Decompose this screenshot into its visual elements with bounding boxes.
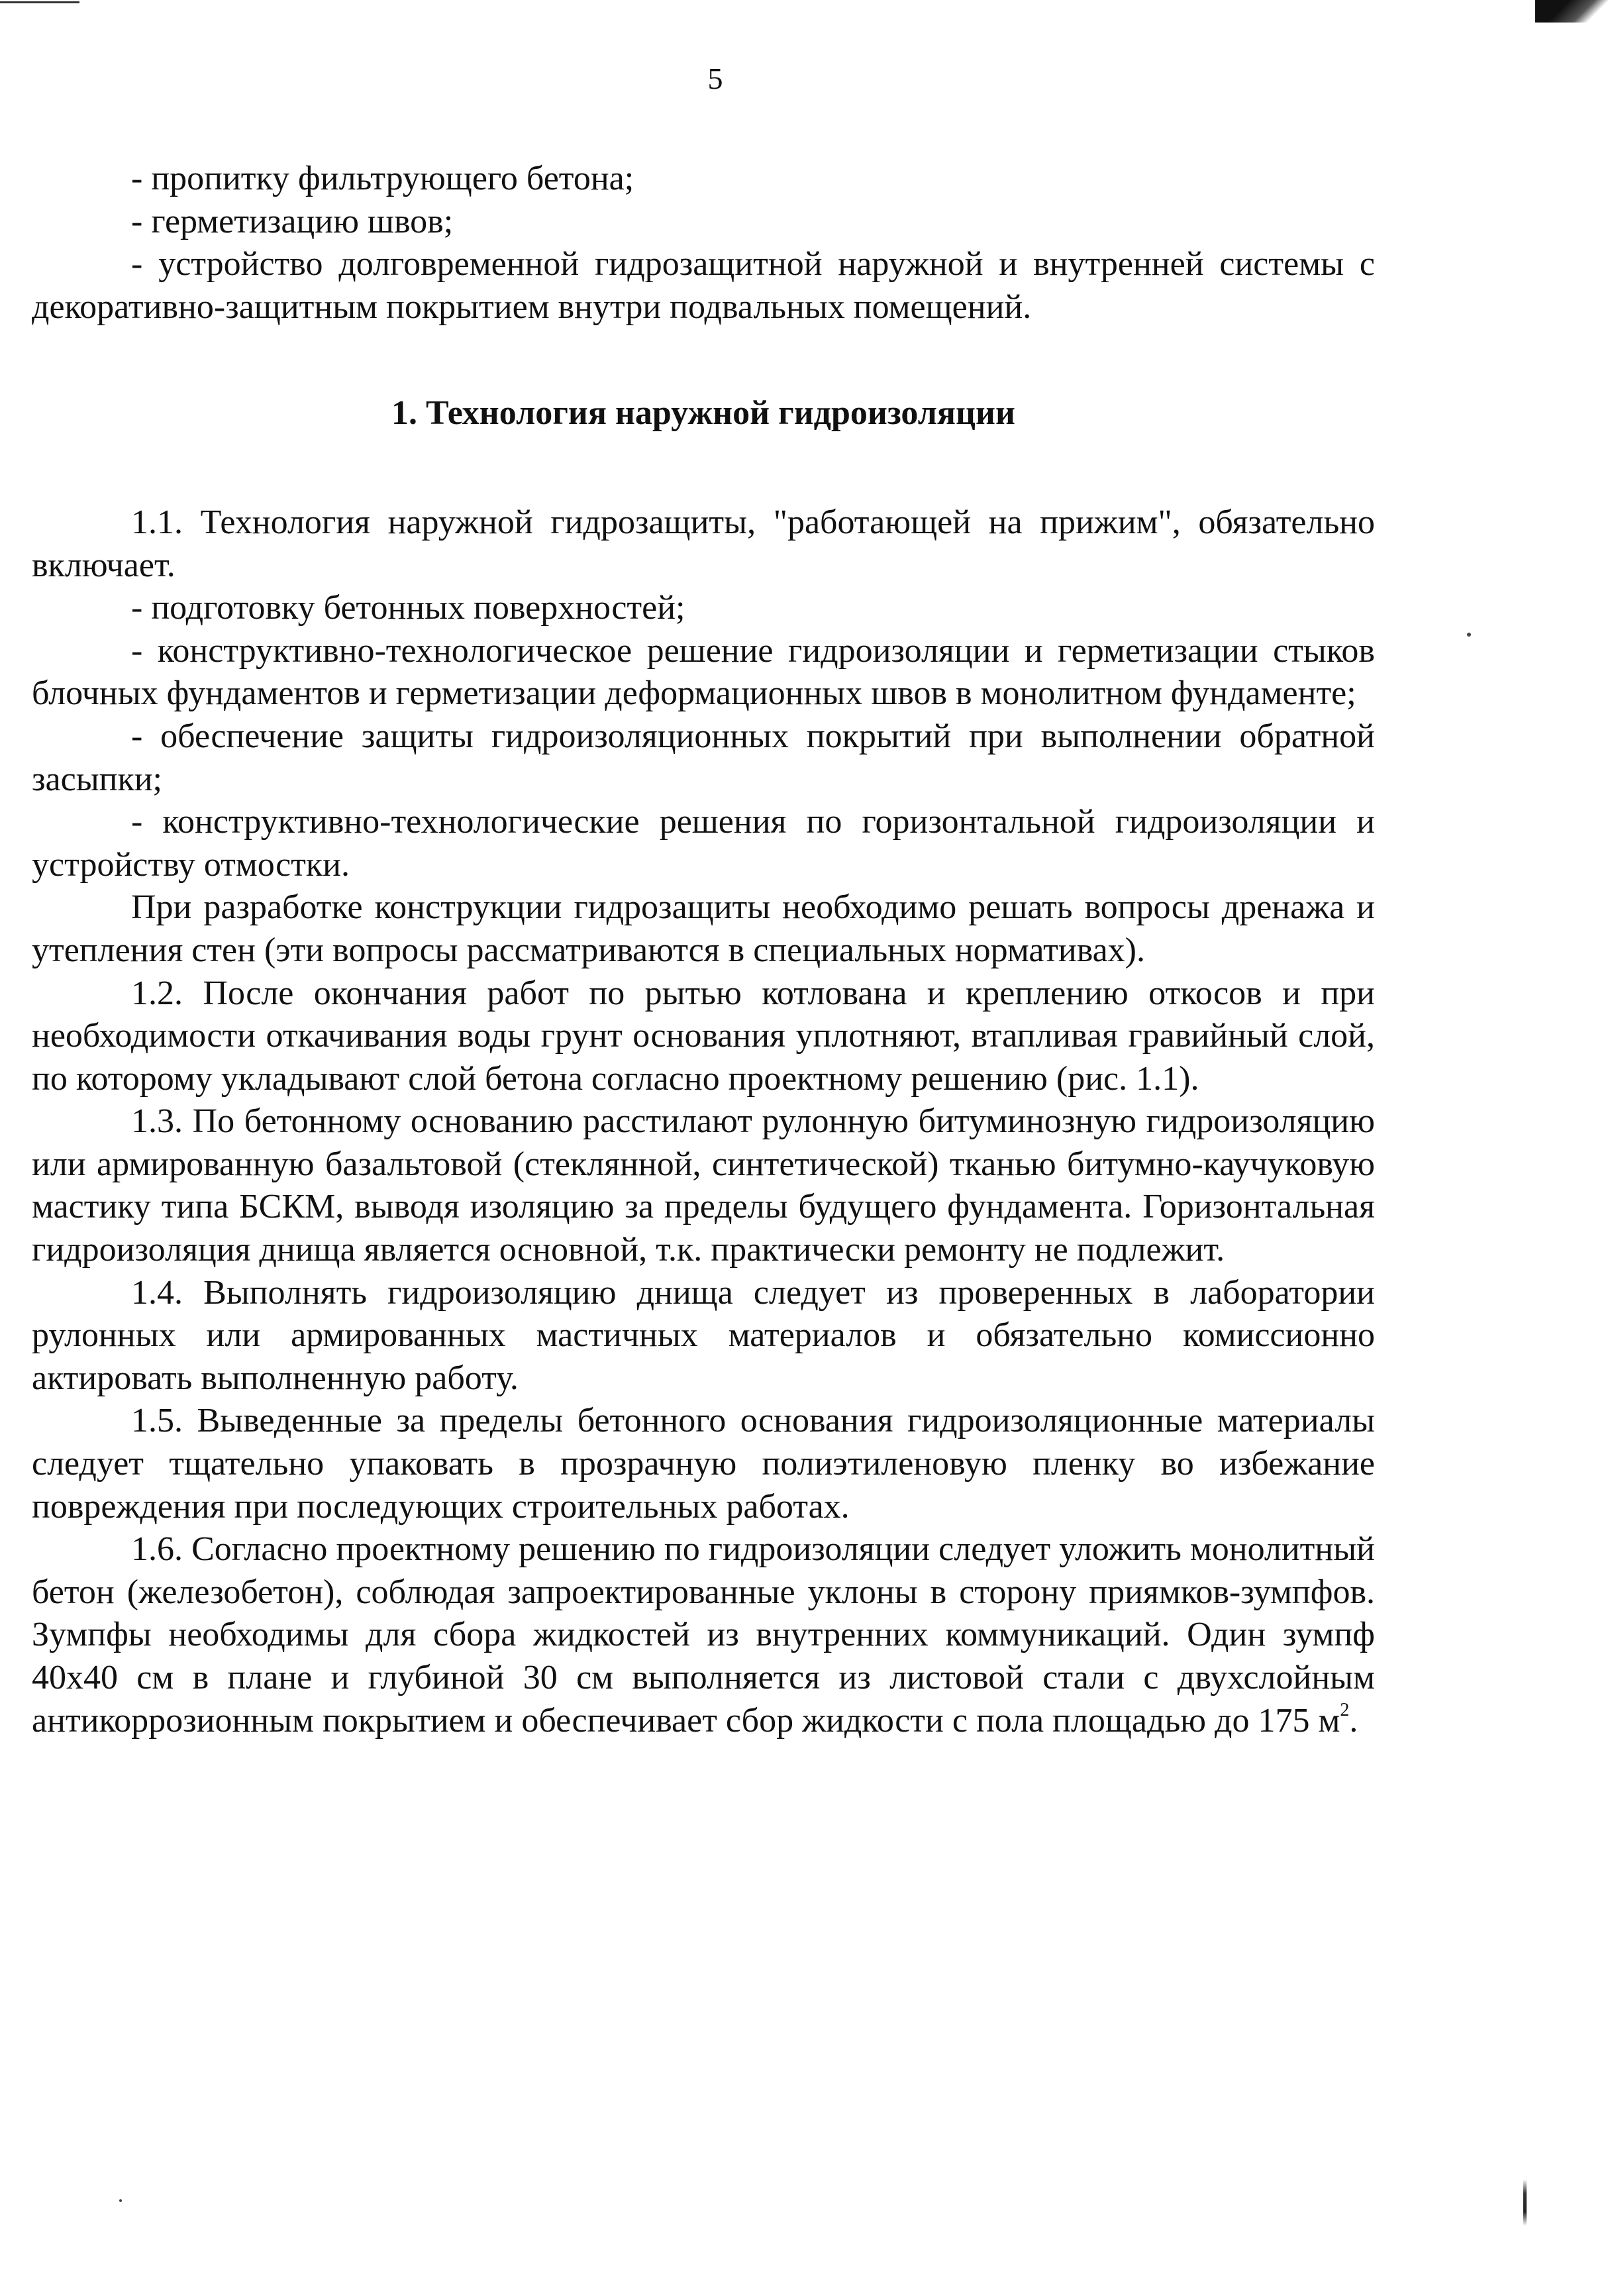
scan-corner-mark bbox=[1535, 0, 1612, 23]
intro-item: - устройство долговременной гидрозащитной наружной и внутренней системы с декоративно-защитным покрытием внутри подвальных помещений. bbox=[32, 245, 1375, 326]
paragraph-1-6-text: 1.6. Согласно проектному решению по гидроизоляции следует уложить монолитный бетон (железобетон), соблюдая запроектированные уклоны в сторону приямков-зумпфов. Зумпфы необходимы для сбора жидкостей из внутренних коммуникаций. Один зумпф 40х40 см в плане и глубиной 30 см выполняется из листовой стали с двухслойным антикоррозионным покрытием и обеспечивает сбор жидкости с пола площадью до 175 м bbox=[32, 1530, 1375, 1740]
paragraph-1-4: 1.4. Выполнять гидроизоляцию днища следует из проверенных в лаборатории рулонных или армированных мастичных материалов и обязательно комиссионно актировать выполненную работу. bbox=[32, 1273, 1375, 1397]
list-item: - обеспечение защиты гидроизоляционных покрытий при выполнении обратной засыпки; bbox=[32, 717, 1375, 798]
paragraph-1-6 bbox=[32, 1528, 1375, 1742]
list-item: - подготовку бетонных поверхностей; bbox=[131, 589, 685, 627]
scan-speck bbox=[1467, 633, 1471, 637]
page-number: 5 bbox=[707, 62, 723, 95]
paragraph-1-2: 1.2. После окончания работ по рытью котлована и креплению откосов и при необходимости откачивания воды грунт основания уплотняют, втапливая гравийный слой, по которому укладывают слой бетона согласно проектному решению (рис. 1.1). bbox=[32, 974, 1375, 1098]
document-body bbox=[32, 158, 1375, 1742]
paragraph-note: При разработке конструкции гидрозащиты необходимо решать вопросы дренажа и утепления стен (эти вопросы рассматриваются в специальных нормативах). bbox=[32, 888, 1375, 969]
paragraph-1-3: 1.3. По бетонному основанию расстилают рулонную битуминозную гидроизоляцию или армированную базальтовой (стеклянной, синтетической) тканью битумно-каучуковую мастику типа БСКМ, выводя изоляцию за пределы будущего фундамента. Горизонтальная гидроизоляция днища является основной, т.к. практически ремонту не подлежит. bbox=[32, 1102, 1375, 1269]
list-item: - конструктивно-технологические решения по горизонтальной гидроизоляции и устройству отмостки. bbox=[32, 803, 1375, 884]
list-item: - конструктивно-технологическое решение гидроизоляции и герметизации стыков блочных фундаментов и герметизации деформационных швов в монолитном фундаменте; bbox=[32, 631, 1375, 713]
scan-mark-top-left bbox=[0, 1, 79, 3]
paragraph-1-1: 1.1. Технология наружной гидрозащиты, "работающей на прижим", обязательно включает. bbox=[32, 503, 1375, 584]
scan-speck bbox=[119, 2199, 122, 2202]
section-heading: 1. Технология наружной гидроизоляции bbox=[391, 394, 1015, 433]
intro-item: - герметизацию швов; bbox=[131, 202, 454, 240]
paragraph-1-6-end: . bbox=[1349, 1701, 1358, 1740]
paragraph-1-5: 1.5. Выведенные за пределы бетонного основания гидроизоляционные материалы следует тщательно упаковать в прозрачную полиэтиленовую пленку во избежание повреждения при последующих строительных работах. bbox=[32, 1402, 1375, 1526]
square-superscript: 2 bbox=[1340, 1699, 1350, 1720]
intro-item: - пропитку фильтрующего бетона; bbox=[131, 160, 634, 197]
scan-mark-bottom-right bbox=[1523, 2179, 1527, 2226]
